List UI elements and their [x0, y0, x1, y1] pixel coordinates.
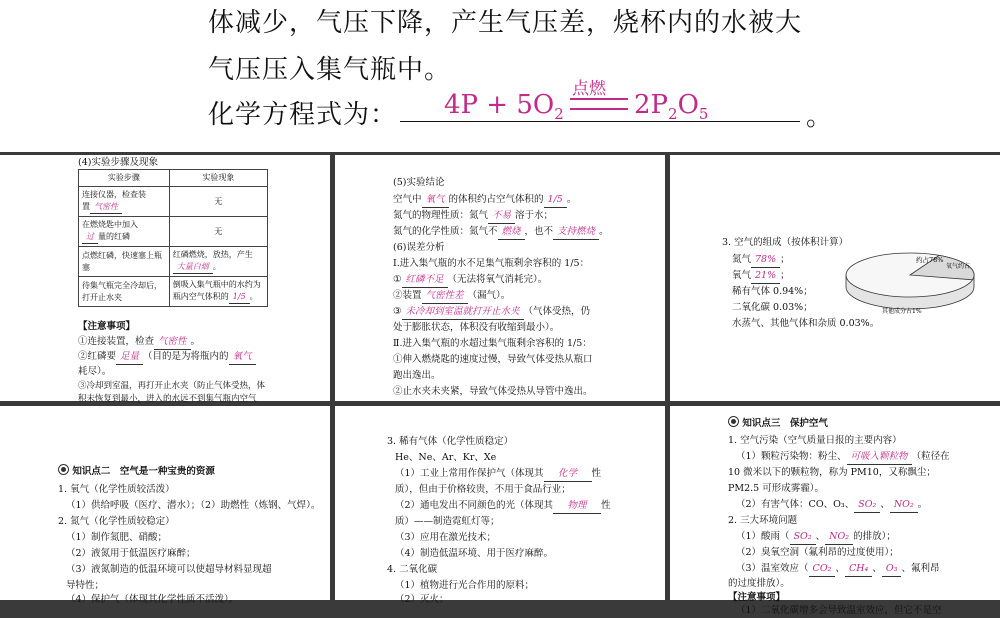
- table-row: [79, 217, 268, 247]
- resource-line: （2）液氮用于低温医疗麻醉；: [66, 548, 196, 559]
- resource-line: 1. 氧气（化学性质较活泼）: [58, 484, 175, 495]
- table-cell: 点燃红磷，快速塞上瓶塞: [79, 247, 170, 277]
- composition-item: 稀有气体 0.94%；: [732, 286, 813, 297]
- slide-experiment-steps: [0, 155, 330, 404]
- section-heading: (6)误差分析: [393, 242, 445, 253]
- composition-item: 二氧化碳 0.03%；: [732, 302, 813, 313]
- notes-title: 【注意事项】: [78, 321, 136, 332]
- resource-line: （3）应用在激光技术；: [395, 532, 497, 543]
- table-row: [79, 277, 268, 307]
- resource-line: （1）制作氮肥、硝酸；: [66, 532, 168, 543]
- section-title: 知识点二 空气是一种宝贵的资源: [58, 464, 215, 479]
- table-header-row: [79, 170, 268, 187]
- error-line: Ⅰ.进入集气瓶的水不足集气瓶剩余容积的 1/5：: [393, 258, 590, 269]
- protect-line: 2. 三大环境问题: [728, 515, 798, 526]
- error-line: 跑出逸出。: [393, 370, 441, 381]
- resource-line: （1）植物进行光合作用的原料；: [395, 580, 535, 591]
- resource-line: 导特性；: [66, 580, 105, 591]
- pie-label-other: 其他成分占1%: [882, 308, 922, 315]
- table-row: [79, 187, 268, 217]
- protect-line: PM2.5 可形成雾霾）。: [728, 483, 824, 494]
- table-cell: 在燃烧匙中加入 过 量的红磷: [79, 217, 170, 247]
- note-item: ①连接装置，检查 气密性 。: [78, 334, 200, 350]
- section-title: 3. 空气的组成（按体积计算）: [722, 237, 849, 248]
- composition-item: 氮气 78% ；: [732, 252, 790, 268]
- resource-line: 2. 氮气（化学性质较稳定）: [58, 516, 175, 527]
- conclusion-line: 氮气的物理性质：氮气 不易 溶于水；: [393, 208, 553, 224]
- protect-line: 1. 空气污染（空气质量日报的主要内容）: [728, 435, 902, 446]
- conclusion-line: 空气中 氧气 的体积约占空气体积的 1/5 。: [393, 192, 576, 208]
- protect-line: （2）臭氧空洞（氟利昂的过度使用）；: [736, 547, 899, 558]
- protect-line: 10 微米以下的颗粒物，称为 PM10，又称飘尘；: [728, 467, 936, 478]
- slide-rare-gases: [335, 406, 665, 605]
- chemical-equation: [400, 79, 800, 128]
- resource-line: 3. 稀有气体（化学性质稳定）: [387, 436, 514, 447]
- table-cell: 待集气瓶完全冷却后，打开止水夹: [79, 277, 170, 307]
- error-line: ②装置 气密性差 （漏气）。: [393, 288, 510, 304]
- composition-item: 水蒸气、其他气体和杂质 0.03%。: [732, 318, 880, 329]
- air-pie-chart: [838, 247, 988, 317]
- resource-line: （1）工业上常用作保护气（体现其 化学 性: [395, 466, 601, 482]
- table-cell: 无: [169, 217, 267, 247]
- gas-list: He、Ne、Ar、Kr、Xe: [395, 452, 497, 463]
- equation-reactants: $4P + 5O_2$: [444, 90, 564, 124]
- pie-label-oxygen: 氧气约占: [946, 263, 971, 270]
- resource-line: （2）灭火；: [395, 594, 449, 605]
- table-row: [79, 247, 268, 277]
- slide-air-composition: [670, 155, 1000, 401]
- conclusion-line: 氮气的化学性质：氮气不 燃烧 ，也不 支持燃烧 。: [393, 224, 609, 240]
- note-item: ②红磷要 足量 （目的是为将瓶内的 氧气: [78, 349, 256, 365]
- error-line: ②止水夹未夹紧，导致气体受热从导管中逸出。: [393, 386, 593, 397]
- protect-line: （2）有害气体：CO、O₃、 SO₂ 、 NO₂ 。: [736, 497, 927, 513]
- equals-sign: [570, 98, 628, 110]
- resource-line: （1）供给呼吸（医疗、潜水）；（2）助燃性（炼钢、气焊）。: [66, 500, 321, 511]
- equation-label: 化学方程式为：: [208, 100, 398, 130]
- protect-line: 的过度排放）。: [728, 578, 790, 589]
- table-cell: 连接仪器，检查装 置 气密性: [79, 187, 170, 217]
- section-title: 知识点三 保护空气: [728, 416, 828, 431]
- protect-line: （1）颗粒污染物：粉尘、 可吸入颗粒物 （粒径在: [736, 449, 950, 465]
- error-line: 处于膨胀状态，体积没有收缩到最小）。: [393, 322, 560, 333]
- resource-line: 质）——制造霓虹灯等；: [395, 516, 500, 527]
- steps-table: [78, 169, 268, 307]
- error-line: ①伸入燃烧匙的速度过慢，导致气体受热从瓶口: [393, 354, 593, 365]
- protect-line: （3）温室效应（ CO₂ 、 CH₄ 、 O₃ 、氟利昂: [736, 561, 939, 577]
- note-item: 耗尽）。: [78, 366, 112, 377]
- resource-line: 4. 二氧化碳: [387, 564, 438, 575]
- composition-item: 氧气 21% ；: [732, 268, 790, 284]
- protect-line: （1）二氧化碳增多会导致温室效应，但它不是空: [736, 605, 942, 616]
- table-header: 实验步骤: [79, 170, 170, 187]
- resource-line: （3）液氮制造的低温环境可以使超导材料显现超: [66, 564, 272, 575]
- steps-heading: (4)实验步骤及现象: [78, 157, 158, 168]
- top-line-2: 气压压入集气瓶中。: [208, 55, 452, 85]
- pie-label-nitrogen: 约占78%: [916, 256, 944, 264]
- slide-conclusion: [335, 155, 665, 401]
- bullet-icon: [58, 464, 69, 475]
- resource-line: （2）通电发出不同颜色的光（体现其 物理 性: [395, 498, 611, 514]
- note-item: 积未恢复到最小，进入的水远不到集气瓶内空气: [78, 394, 257, 404]
- note-item: ③冷却到室温，再打开止水夹（防止气体受热，体: [78, 381, 266, 391]
- equation-products: $2P_2O_5$: [634, 90, 709, 124]
- resource-line: 质），但由于价格较贵，不用于食品行业；: [395, 484, 571, 495]
- protect-line: （1）酸雨（ SO₂ 、 NO₂ 的排放）；: [736, 529, 896, 545]
- error-line: Ⅱ.进入集气瓶的水超过集气瓶剩余容积的 1/5：: [393, 338, 592, 349]
- resource-line: （4）保护气（体现其化学性质不活泼）。: [66, 594, 239, 605]
- table-cell: 倒吸入集气瓶中的水约为瓶内空气体积的 1/5 。: [169, 277, 267, 307]
- top-line-1: 体减少，气压下降，产生气压差，烧杯内的水被大: [208, 8, 803, 38]
- table-header: 实验现象: [169, 170, 267, 187]
- error-line: ③ 未冷却到室温就打开止水夹 （气体受热，仍: [393, 304, 590, 320]
- table-cell: 红磷燃烧，放热，产生大量白烟 。: [169, 247, 267, 277]
- notes-title: 【注意事项】: [728, 592, 786, 603]
- bullet-icon: [728, 416, 739, 427]
- resource-line: （4）制造低温环境、用于医疗麻醉。: [395, 548, 554, 559]
- table-cell: 无: [169, 187, 267, 217]
- slide-valuable-resource: [0, 406, 330, 605]
- slide-protect-air: [670, 406, 1000, 616]
- section-heading: (5)实验结论: [393, 177, 445, 188]
- error-line: ① 红磷不足 （无法将氧气消耗完）。: [393, 272, 547, 288]
- top-slide: [0, 0, 1000, 152]
- period: 。: [806, 102, 833, 132]
- reaction-condition: 点燃: [572, 79, 606, 99]
